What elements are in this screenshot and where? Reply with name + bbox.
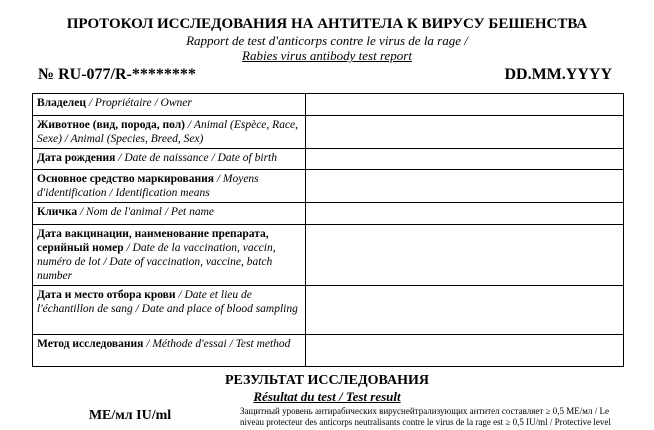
label-ru: Дата и место отбора крови	[37, 289, 176, 301]
result-unit: МЕ/мл IU/ml	[88, 408, 172, 423]
label-translation: / Date et lieu de l'échantillon de sang / Date and place of blood sampling	[37, 289, 298, 315]
field-value[interactable]	[306, 203, 624, 225]
field-value[interactable]	[306, 149, 624, 170]
field-label	[33, 225, 306, 286]
field-label	[33, 170, 306, 203]
label-translation: / Date de naissance / Date of birth	[115, 152, 277, 164]
label-translation: / Date de la vaccination, vaccin, numéro de lot / Date of vaccination, vaccine, batch number	[37, 242, 276, 282]
field-value[interactable]	[306, 170, 624, 203]
label-ru: Дата вакцинации, наименование препарата, серийный номер	[37, 228, 269, 254]
table-row	[33, 286, 624, 335]
label-ru: Дата рождения	[37, 152, 116, 164]
label-translation: / Propriétaire / Owner	[85, 97, 192, 109]
field-label	[33, 286, 306, 335]
title-ru: ПРОТОКОЛ ИССЛЕДОВАНИЯ НА АНТИТЕЛА К ВИРУСУ БЕШЕНСТВА	[66, 16, 588, 32]
label-translation: / Animal (Espèce, Race, Sexe) / Animal (Species, Breed, Sex)	[37, 119, 299, 145]
title-en: Rabies virus antibody test report	[242, 48, 412, 63]
field-label	[33, 203, 306, 225]
label-ru: Животное (вид, порода, пол)	[37, 119, 185, 131]
table-row	[33, 335, 624, 367]
field-value[interactable]	[306, 94, 624, 116]
label-translation: / Nom de l'animal / Pet name	[77, 206, 215, 218]
label-translation: / Méthode d'essai / Test method	[143, 338, 291, 350]
field-label	[33, 116, 306, 149]
table-row	[33, 116, 624, 149]
info-table	[32, 93, 624, 367]
result-title: Résultat du test / Test result	[253, 389, 401, 404]
label-ru: Метод исследования	[37, 338, 144, 350]
label-ru: Основное средство маркирования	[37, 173, 214, 185]
result-title-ru: РЕЗУЛЬТАТ ИССЛЕДОВАНИЯ	[224, 373, 430, 388]
field-label	[33, 149, 306, 170]
title-fr: Rapport de test d'anticorps contre le virus de la rage /	[186, 33, 468, 48]
table-row	[33, 225, 624, 286]
table-row	[33, 149, 624, 170]
report-date: DD.MM.YYYY	[504, 66, 612, 83]
field-value[interactable]	[306, 116, 624, 149]
table-row	[33, 170, 624, 203]
table-row	[33, 94, 624, 116]
field-label	[33, 335, 306, 367]
label-ru: Кличка	[37, 206, 78, 218]
field-value[interactable]	[306, 335, 624, 367]
table-row	[33, 203, 624, 225]
protective-level-note: Защитный уровень антирабических вируснейтрализующих антител составляет ≥ 0,5 МЕ/мл / Le niveau protecteur des anticorps neutralisants contre le virus de la rage est ≥ 0,5 IU/ml / Protective level	[240, 406, 611, 427]
label-ru: Владелец	[37, 97, 86, 109]
report-number: № RU-077/R-********	[38, 66, 196, 83]
label-translation: / Moyens d'identification / Identification means	[37, 173, 259, 199]
field-value[interactable]	[306, 225, 624, 286]
field-value[interactable]	[306, 286, 624, 335]
field-label	[33, 94, 306, 116]
